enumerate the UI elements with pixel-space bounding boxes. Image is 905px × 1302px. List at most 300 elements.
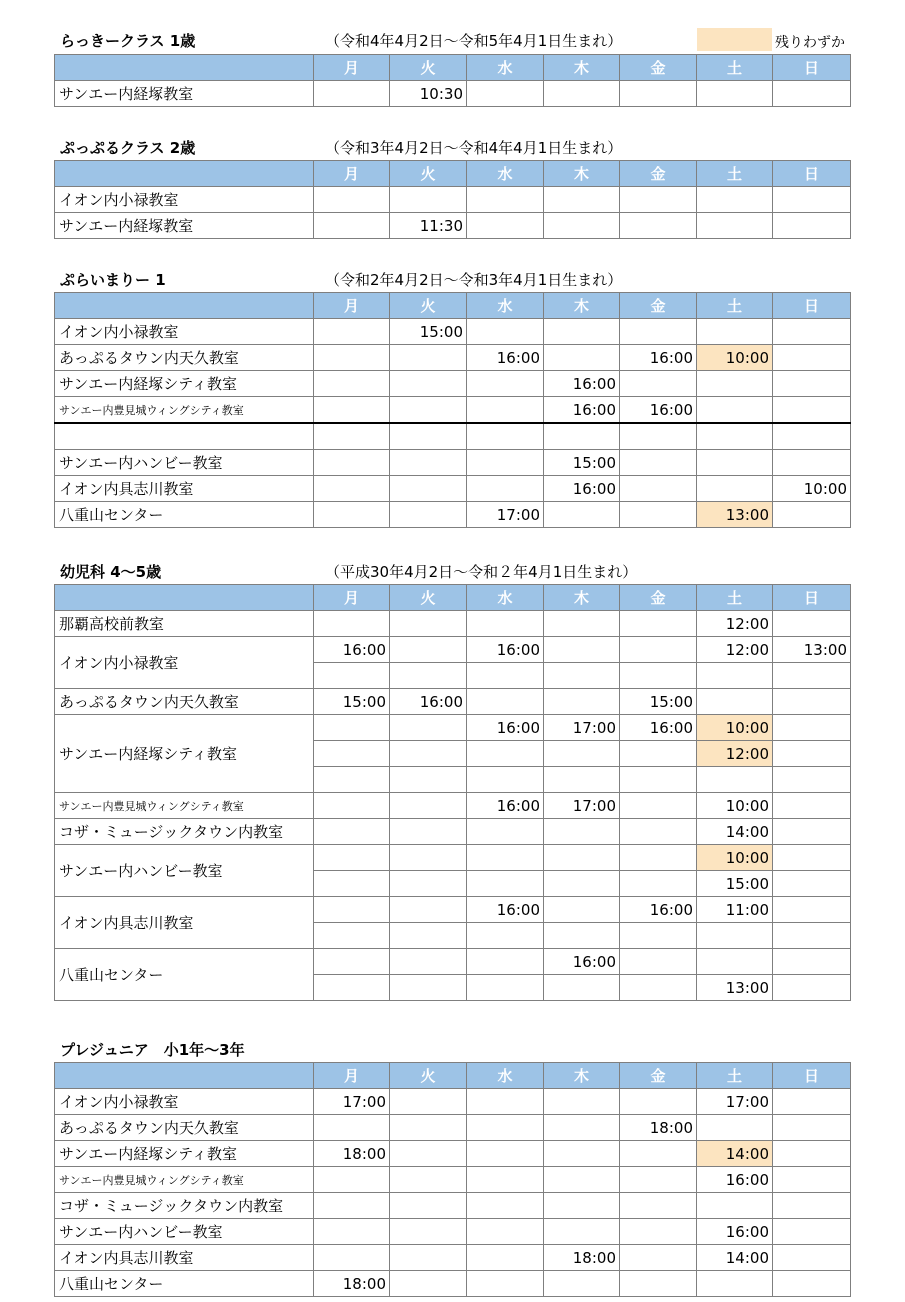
time-cell	[697, 949, 773, 975]
time-cell	[544, 1089, 620, 1115]
day-header: 火	[390, 585, 467, 611]
time-cell	[314, 1193, 390, 1219]
time-cell	[620, 1219, 697, 1245]
time-cell	[467, 476, 544, 502]
time-cell	[467, 319, 544, 345]
header-blank	[55, 1063, 314, 1089]
time-cell	[773, 1141, 851, 1167]
birth-range: （令和2年4月2日～令和3年4月1日生まれ）	[325, 271, 623, 289]
header-row	[55, 293, 851, 319]
time-cell: 16:00	[467, 345, 544, 371]
time-cell	[620, 793, 697, 819]
time-cell	[544, 1141, 620, 1167]
time-cell	[314, 819, 390, 845]
classroom-name	[55, 423, 314, 450]
time-cell: 11:00	[697, 897, 773, 923]
time-cell: 18:00	[620, 1115, 697, 1141]
time-cell	[467, 1141, 544, 1167]
classroom-name: サンエー内豊見城ウィングシティ教室	[55, 793, 314, 819]
time-cell	[314, 213, 390, 239]
header-blank	[55, 161, 314, 187]
time-cell	[620, 187, 697, 213]
classroom-name: イオン内具志川教室	[55, 1245, 314, 1271]
time-cell	[773, 502, 851, 528]
time-cell	[544, 502, 620, 528]
classroom-name: イオン内小禄教室	[55, 1089, 314, 1115]
time-cell	[620, 949, 697, 975]
day-header: 月	[314, 161, 390, 187]
time-cell	[544, 1115, 620, 1141]
time-cell	[390, 187, 467, 213]
time-cell	[467, 871, 544, 897]
time-cell	[314, 319, 390, 345]
day-header: 金	[620, 161, 697, 187]
time-cell	[773, 767, 851, 793]
time-cell	[544, 897, 620, 923]
day-header: 火	[390, 293, 467, 319]
time-cell: 15:00	[620, 689, 697, 715]
day-header: 水	[467, 1063, 544, 1089]
time-cell	[314, 476, 390, 502]
day-header: 水	[467, 55, 544, 81]
time-cell: 13:00	[697, 502, 773, 528]
classroom-name: サンエー内ハンビー教室	[55, 1219, 314, 1245]
time-cell	[390, 975, 467, 1001]
time-cell	[390, 1245, 467, 1271]
time-cell: 10:00	[773, 476, 851, 502]
time-cell	[467, 819, 544, 845]
legend-label: 残りわずか	[775, 35, 845, 51]
time-cell	[697, 1193, 773, 1219]
time-cell	[467, 1245, 544, 1271]
day-header: 水	[467, 293, 544, 319]
time-cell	[697, 319, 773, 345]
time-cell	[544, 1219, 620, 1245]
time-cell: 18:00	[314, 1271, 390, 1297]
schedule-table	[54, 584, 851, 1001]
time-cell: 16:00	[697, 1219, 773, 1245]
schedule-table	[54, 54, 851, 107]
time-cell	[697, 187, 773, 213]
time-cell	[467, 767, 544, 793]
day-header: 月	[314, 585, 390, 611]
time-cell: 15:00	[314, 689, 390, 715]
time-cell	[544, 1193, 620, 1219]
day-header: 日	[773, 55, 851, 81]
classroom-name: あっぷるタウン内天久教室	[55, 1115, 314, 1141]
table-row	[55, 213, 851, 239]
time-cell	[390, 476, 467, 502]
time-cell	[544, 637, 620, 663]
day-header: 木	[544, 161, 620, 187]
time-cell: 13:00	[773, 637, 851, 663]
schedule-section	[54, 584, 850, 1001]
time-cell	[773, 1193, 851, 1219]
time-cell	[544, 663, 620, 689]
header-blank	[55, 55, 314, 81]
time-cell	[314, 663, 390, 689]
time-cell: 10:00	[697, 793, 773, 819]
time-cell	[390, 793, 467, 819]
table-row	[55, 611, 851, 637]
classroom-name: サンエー内ハンビー教室	[55, 845, 314, 897]
table-row	[55, 949, 851, 975]
time-cell: 12:00	[697, 741, 773, 767]
time-cell	[314, 1115, 390, 1141]
time-cell	[620, 1193, 697, 1219]
time-cell	[390, 345, 467, 371]
classroom-name: サンエー内豊見城ウィングシティ教室	[55, 397, 314, 424]
time-cell	[620, 611, 697, 637]
header-row	[55, 585, 851, 611]
section-title: 幼児科 4～5歳	[60, 563, 162, 581]
time-cell	[773, 1167, 851, 1193]
time-cell	[773, 213, 851, 239]
time-cell	[620, 741, 697, 767]
time-cell	[467, 423, 544, 450]
day-header: 水	[467, 585, 544, 611]
time-cell: 16:00	[467, 715, 544, 741]
time-cell	[390, 450, 467, 476]
day-header: 火	[390, 161, 467, 187]
classroom-name: サンエー内豊見城ウィングシティ教室	[55, 1167, 314, 1193]
time-cell	[467, 213, 544, 239]
time-cell	[390, 1115, 467, 1141]
time-cell	[773, 975, 851, 1001]
classroom-name: イオン内小禄教室	[55, 319, 314, 345]
time-cell	[773, 1115, 851, 1141]
time-cell: 10:00	[697, 345, 773, 371]
classroom-name: あっぷるタウン内天久教室	[55, 345, 314, 371]
time-cell	[773, 371, 851, 397]
time-cell	[390, 897, 467, 923]
time-cell	[390, 637, 467, 663]
time-cell	[620, 319, 697, 345]
time-cell	[773, 845, 851, 871]
time-cell	[467, 1193, 544, 1219]
time-cell: 17:00	[697, 1089, 773, 1115]
time-cell	[544, 423, 620, 450]
time-cell: 17:00	[467, 502, 544, 528]
time-cell	[390, 845, 467, 871]
header-blank	[55, 585, 314, 611]
time-cell	[390, 397, 467, 424]
table-row	[55, 689, 851, 715]
time-cell	[620, 502, 697, 528]
time-cell: 16:00	[544, 476, 620, 502]
time-cell: 17:00	[544, 715, 620, 741]
time-cell	[697, 476, 773, 502]
time-cell	[467, 663, 544, 689]
time-cell	[773, 345, 851, 371]
day-header: 木	[544, 1063, 620, 1089]
time-cell	[314, 1219, 390, 1245]
time-cell	[773, 1245, 851, 1271]
time-cell	[773, 423, 851, 450]
day-header: 土	[697, 293, 773, 319]
time-cell	[467, 450, 544, 476]
time-cell: 13:00	[697, 975, 773, 1001]
table-row	[55, 819, 851, 845]
time-cell	[697, 81, 773, 107]
time-cell	[544, 975, 620, 1001]
time-cell: 16:00	[467, 897, 544, 923]
time-cell	[773, 450, 851, 476]
time-cell	[467, 187, 544, 213]
time-cell	[773, 1219, 851, 1245]
time-cell: 16:00	[620, 715, 697, 741]
table-row	[55, 502, 851, 528]
day-header: 日	[773, 161, 851, 187]
time-cell: 11:30	[390, 213, 467, 239]
header-row	[55, 1063, 851, 1089]
time-cell	[620, 450, 697, 476]
time-cell	[314, 715, 390, 741]
time-cell: 16:00	[620, 897, 697, 923]
time-cell	[773, 741, 851, 767]
classroom-name: 八重山センター	[55, 1271, 314, 1297]
time-cell	[697, 371, 773, 397]
classroom-name: 八重山センター	[55, 502, 314, 528]
day-header: 火	[390, 1063, 467, 1089]
time-cell	[697, 767, 773, 793]
classroom-name: イオン内具志川教室	[55, 476, 314, 502]
time-cell	[390, 1167, 467, 1193]
time-cell	[390, 715, 467, 741]
time-cell: 16:00	[697, 1167, 773, 1193]
time-cell	[620, 371, 697, 397]
time-cell	[620, 1167, 697, 1193]
time-cell	[773, 871, 851, 897]
time-cell	[314, 949, 390, 975]
header-row	[55, 55, 851, 81]
section-title: ぷらいまりー 1	[60, 271, 166, 289]
table-row	[55, 793, 851, 819]
time-cell	[314, 345, 390, 371]
schedule-table	[54, 160, 851, 239]
time-cell	[467, 1219, 544, 1245]
schedule-section	[54, 160, 850, 239]
time-cell	[620, 81, 697, 107]
birth-range: （平成30年4月2日～令和２年4月1日生まれ）	[325, 563, 638, 581]
time-cell	[773, 819, 851, 845]
time-cell	[467, 741, 544, 767]
time-cell	[697, 397, 773, 424]
time-cell	[544, 1167, 620, 1193]
time-cell	[314, 1245, 390, 1271]
schedule-table	[54, 1062, 851, 1297]
table-row	[55, 450, 851, 476]
day-header: 金	[620, 55, 697, 81]
time-cell	[467, 397, 544, 424]
time-cell	[697, 923, 773, 949]
time-cell	[314, 450, 390, 476]
table-row	[55, 1141, 851, 1167]
time-cell	[697, 663, 773, 689]
time-cell	[390, 923, 467, 949]
time-cell: 10:30	[390, 81, 467, 107]
table-row	[55, 897, 851, 923]
birth-range: （令和4年4月2日～令和5年4月1日生まれ）	[325, 32, 623, 50]
time-cell	[544, 319, 620, 345]
birth-range: （令和3年4月2日～令和4年4月1日生まれ）	[325, 139, 623, 157]
time-cell	[544, 1271, 620, 1297]
time-cell	[773, 81, 851, 107]
time-cell	[314, 371, 390, 397]
time-cell	[773, 1089, 851, 1115]
time-cell: 12:00	[697, 637, 773, 663]
time-cell	[390, 949, 467, 975]
time-cell	[620, 637, 697, 663]
time-cell	[773, 1271, 851, 1297]
time-cell	[390, 1219, 467, 1245]
time-cell	[697, 450, 773, 476]
time-cell	[544, 845, 620, 871]
time-cell	[467, 1271, 544, 1297]
time-cell: 16:00	[620, 397, 697, 424]
time-cell	[773, 793, 851, 819]
time-cell	[544, 187, 620, 213]
time-cell	[620, 819, 697, 845]
schedule-section	[54, 292, 850, 528]
time-cell: 10:00	[697, 845, 773, 871]
classroom-name: コザ・ミュージックタウン内教室	[55, 819, 314, 845]
time-cell	[467, 371, 544, 397]
table-row	[55, 845, 851, 871]
time-cell: 14:00	[697, 1141, 773, 1167]
day-header: 木	[544, 55, 620, 81]
day-header: 日	[773, 293, 851, 319]
time-cell	[544, 923, 620, 949]
time-cell	[390, 1141, 467, 1167]
day-header: 水	[467, 161, 544, 187]
time-cell	[544, 81, 620, 107]
time-cell	[773, 949, 851, 975]
table-row	[55, 1271, 851, 1297]
day-header: 火	[390, 55, 467, 81]
time-cell: 18:00	[544, 1245, 620, 1271]
time-cell	[544, 689, 620, 715]
time-cell	[314, 793, 390, 819]
time-cell: 16:00	[390, 689, 467, 715]
time-cell	[314, 611, 390, 637]
time-cell	[773, 715, 851, 741]
time-cell	[620, 975, 697, 1001]
table-row	[55, 1167, 851, 1193]
time-cell	[390, 1089, 467, 1115]
time-cell: 15:00	[697, 871, 773, 897]
time-cell: 14:00	[697, 819, 773, 845]
classroom-name: イオン内小禄教室	[55, 637, 314, 689]
time-cell	[390, 871, 467, 897]
section-title: ぷっぷるクラス 2歳	[60, 139, 196, 157]
classroom-name: サンエー内経塚シティ教室	[55, 715, 314, 793]
classroom-name: サンエー内経塚シティ教室	[55, 1141, 314, 1167]
time-cell	[697, 423, 773, 450]
time-cell: 16:00	[620, 345, 697, 371]
header-blank	[55, 293, 314, 319]
time-cell	[390, 767, 467, 793]
time-cell: 14:00	[697, 1245, 773, 1271]
day-header: 月	[314, 293, 390, 319]
time-cell	[544, 611, 620, 637]
classroom-name: 八重山センター	[55, 949, 314, 1001]
time-cell	[773, 187, 851, 213]
time-cell	[544, 819, 620, 845]
classroom-name: コザ・ミュージックタウン内教室	[55, 1193, 314, 1219]
table-row	[55, 397, 851, 424]
time-cell	[773, 663, 851, 689]
day-header: 月	[314, 55, 390, 81]
day-header: 土	[697, 1063, 773, 1089]
time-cell	[314, 397, 390, 424]
time-cell	[620, 767, 697, 793]
day-header: 土	[697, 55, 773, 81]
schedule-table	[54, 292, 851, 528]
day-header: 金	[620, 293, 697, 319]
classroom-name: サンエー内経塚教室	[55, 81, 314, 107]
classroom-name: サンエー内経塚教室	[55, 213, 314, 239]
time-cell	[467, 1115, 544, 1141]
time-cell	[620, 1271, 697, 1297]
time-cell	[620, 1089, 697, 1115]
section-title: プレジュニア 小1年～3年	[60, 1041, 245, 1059]
time-cell	[620, 923, 697, 949]
table-row	[55, 187, 851, 213]
table-row	[55, 637, 851, 663]
time-cell	[773, 897, 851, 923]
time-cell: 18:00	[314, 1141, 390, 1167]
schedule-section	[54, 54, 850, 107]
classroom-name: サンエー内経塚シティ教室	[55, 371, 314, 397]
time-cell	[314, 845, 390, 871]
time-cell	[544, 345, 620, 371]
time-cell	[390, 371, 467, 397]
time-cell	[620, 423, 697, 450]
day-header: 日	[773, 1063, 851, 1089]
time-cell	[467, 923, 544, 949]
day-header: 月	[314, 1063, 390, 1089]
time-cell	[314, 81, 390, 107]
time-cell	[390, 502, 467, 528]
classroom-name: サンエー内ハンビー教室	[55, 450, 314, 476]
time-cell	[620, 476, 697, 502]
time-cell: 16:00	[467, 637, 544, 663]
day-header: 土	[697, 161, 773, 187]
time-cell	[314, 923, 390, 949]
time-cell: 12:00	[697, 611, 773, 637]
time-cell	[773, 923, 851, 949]
time-cell: 10:00	[697, 715, 773, 741]
time-cell	[544, 213, 620, 239]
time-cell	[773, 319, 851, 345]
time-cell: 17:00	[544, 793, 620, 819]
table-row	[55, 81, 851, 107]
day-header: 土	[697, 585, 773, 611]
day-header: 木	[544, 585, 620, 611]
table-row	[55, 1245, 851, 1271]
legend-swatch	[697, 28, 772, 51]
time-cell	[390, 663, 467, 689]
time-cell: 16:00	[544, 397, 620, 424]
classroom-name: イオン内具志川教室	[55, 897, 314, 949]
time-cell: 16:00	[544, 371, 620, 397]
time-cell	[697, 689, 773, 715]
time-cell	[697, 1115, 773, 1141]
time-cell	[544, 767, 620, 793]
time-cell: 17:00	[314, 1089, 390, 1115]
time-cell: 16:00	[467, 793, 544, 819]
